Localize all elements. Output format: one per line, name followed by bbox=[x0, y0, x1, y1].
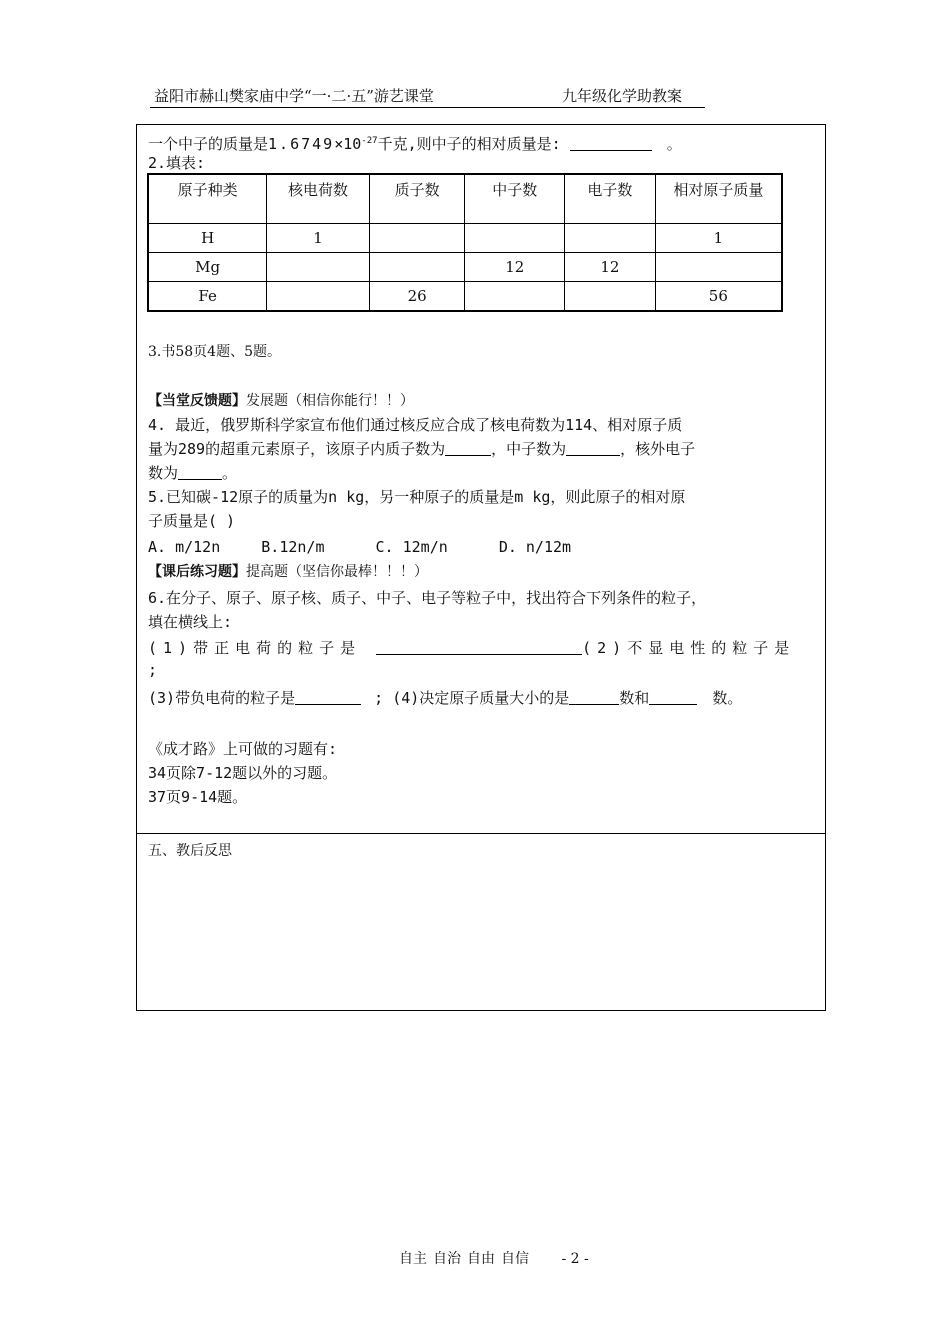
neutron-blank[interactable] bbox=[566, 455, 620, 456]
question-1: 一个中子的质量是$1.6749\times 10^{-27}$千克,则中子的相对质量是: 。 bbox=[148, 135, 682, 153]
header-cell: 质子数 bbox=[369, 174, 465, 224]
header-cell: 相对原子质量 bbox=[655, 174, 782, 224]
reflection-title: 五、教后反思 bbox=[148, 843, 232, 859]
table-cell: Fe bbox=[148, 282, 267, 312]
option-d[interactable]: D. n/12m bbox=[498, 538, 572, 556]
table-cell[interactable] bbox=[465, 224, 565, 253]
page-number: - 2 - bbox=[561, 1251, 589, 1267]
table-cell[interactable] bbox=[267, 282, 370, 312]
question-5-line-2: 子质量是( ) bbox=[148, 512, 236, 530]
table-row bbox=[148, 282, 782, 312]
table-cell: H bbox=[148, 224, 267, 253]
proton-blank[interactable] bbox=[445, 455, 491, 456]
table-cell[interactable] bbox=[369, 253, 465, 282]
table-cell[interactable] bbox=[369, 224, 465, 253]
electron-blank[interactable] bbox=[178, 479, 222, 480]
question-6-semicolon: ; bbox=[148, 661, 158, 679]
page-footer bbox=[399, 1248, 589, 1268]
table-cell[interactable]: 1 bbox=[267, 224, 370, 253]
table-cell[interactable]: 12 bbox=[465, 253, 565, 282]
question-2-label: 2.填表: bbox=[148, 154, 206, 172]
table-cell[interactable]: 56 bbox=[655, 282, 782, 312]
question-4-line-1: 4. 最近，俄罗斯科学家宣布他们通过核反应合成了核电荷数为114、相对原子质 bbox=[148, 416, 683, 434]
header-cell: 电子数 bbox=[565, 174, 656, 224]
table-header-row bbox=[148, 174, 782, 224]
mass-blank-1[interactable] bbox=[569, 704, 619, 705]
question-6-line-4: (3)带负电荷的粒子是 ; (4)决定原子质量大小的是 数和 数。 bbox=[148, 689, 743, 707]
header-cell: 中子数 bbox=[465, 174, 565, 224]
lesson-box bbox=[136, 124, 826, 1011]
table-row bbox=[148, 224, 782, 253]
option-c[interactable]: C. 12m/n bbox=[375, 538, 448, 556]
exponent: -27 bbox=[361, 136, 378, 146]
header-cell: 原子种类 bbox=[148, 174, 267, 224]
page-header bbox=[150, 87, 705, 108]
neutron-mass: 1.6749 bbox=[268, 135, 335, 153]
table-cell[interactable] bbox=[565, 224, 656, 253]
section-divider bbox=[137, 833, 825, 834]
header-school: 益阳市赫山樊家庙中学“一·二·五”游艺课堂 bbox=[154, 87, 434, 105]
feedback-heading: 【当堂反馈题】发展题（相信你能行！！） bbox=[148, 393, 414, 409]
header-grade: 九年级化学助教案 bbox=[562, 87, 683, 105]
fill-table bbox=[147, 173, 783, 312]
footer-motto: 自主 自治 自由 自信 bbox=[399, 1251, 529, 1267]
negative-blank[interactable] bbox=[295, 704, 361, 705]
question-6-line-3: (1)带正电荷的粒子是 (2)不显电性的粒子是 bbox=[148, 639, 796, 657]
question-6-line-2: 填在横线上: bbox=[148, 613, 233, 631]
table-cell: Mg bbox=[148, 253, 267, 282]
chengcai-line-1: 34页除7-12题以外的习题。 bbox=[148, 764, 338, 782]
chengcai-title: 《成才路》上可做的习题有: bbox=[148, 740, 338, 758]
option-b[interactable]: B.12n/m bbox=[261, 538, 325, 556]
question-4-line-3: 数为 。 bbox=[148, 464, 238, 482]
table-cell[interactable]: 26 bbox=[369, 282, 465, 312]
table-cell[interactable]: 1 bbox=[655, 224, 782, 253]
table-cell[interactable] bbox=[565, 282, 656, 312]
answer-blank[interactable] bbox=[570, 150, 652, 151]
question-5-options bbox=[148, 537, 571, 557]
table-row bbox=[148, 253, 782, 282]
header-cell: 核电荷数 bbox=[267, 174, 370, 224]
positive-blank[interactable] bbox=[376, 654, 582, 655]
question-3: 3.书58页4题、5题。 bbox=[148, 344, 281, 360]
question-6-line-1: 6.在分子、原子、原子核、质子、中子、电子等粒子中，找出符合下列条件的粒子， bbox=[148, 589, 707, 607]
table-cell[interactable] bbox=[655, 253, 782, 282]
mass-blank-2[interactable] bbox=[649, 704, 697, 705]
option-a[interactable]: A. m/12n bbox=[148, 538, 221, 556]
table-cell[interactable] bbox=[465, 282, 565, 312]
question-4-line-2: 量为289的超重元素原子，该原子内质子数为 ，中子数为 ，核外电子 bbox=[148, 440, 696, 458]
table-cell[interactable] bbox=[267, 253, 370, 282]
table-cell[interactable]: 12 bbox=[565, 253, 656, 282]
homework-heading: 【课后练习题】提高题（坚信你最棒！！！） bbox=[148, 564, 428, 580]
chengcai-line-2: 37页9-14题。 bbox=[148, 788, 248, 806]
question-5-line-1: 5.已知碳-12原子的质量为n kg，另一种原子的质量是m kg，则此原子的相对原 bbox=[148, 488, 686, 506]
